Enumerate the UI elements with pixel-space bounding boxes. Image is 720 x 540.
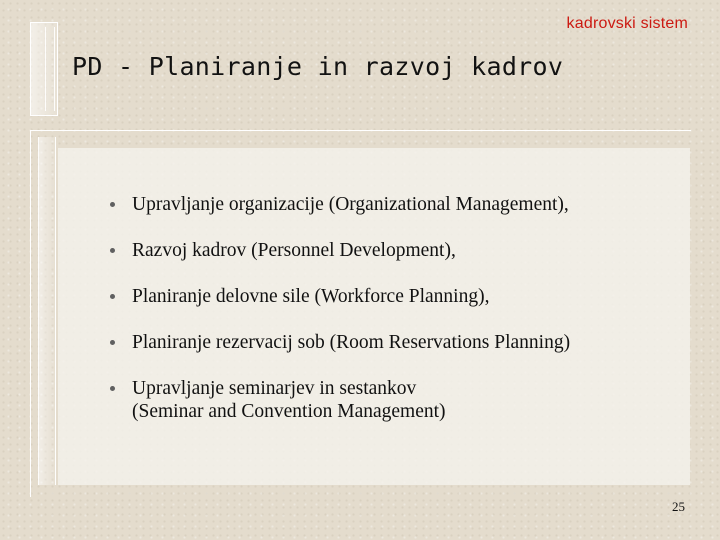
bullet-dot-icon bbox=[110, 386, 115, 391]
bullet-text: Planiranje delovne sile (Workforce Planning), bbox=[132, 286, 490, 307]
header-label: kadrovski sistem bbox=[566, 15, 688, 32]
bullet-dot-icon bbox=[110, 294, 115, 299]
bullet-item bbox=[108, 285, 678, 308]
bullet-dot-icon bbox=[110, 340, 115, 345]
left-decoration-strip bbox=[38, 137, 56, 485]
bullet-dot-icon bbox=[110, 248, 115, 253]
page-number: 25 bbox=[672, 499, 685, 514]
bullet-text: Planiranje rezervacij sob (Room Reservations Planning) bbox=[132, 332, 571, 353]
bullet-item bbox=[108, 193, 678, 216]
bullet-dot-icon bbox=[110, 202, 115, 207]
bullet-item bbox=[108, 377, 678, 423]
bullet-text: Upravljanje organizacije (Organizational Management), bbox=[132, 194, 569, 215]
page-title: PD - Planiranje in razvoj kadrov bbox=[72, 52, 564, 81]
bullet-item bbox=[108, 331, 678, 354]
bullet-list bbox=[108, 193, 678, 446]
title-decoration bbox=[30, 22, 58, 116]
bullet-text: Razvoj kadrov (Personnel Development), bbox=[132, 240, 456, 261]
bullet-text-continuation: (Seminar and Convention Management) bbox=[132, 401, 446, 422]
bullet-text: Upravljanje seminarjev in sestankov bbox=[132, 378, 417, 399]
bullet-item bbox=[108, 239, 678, 262]
